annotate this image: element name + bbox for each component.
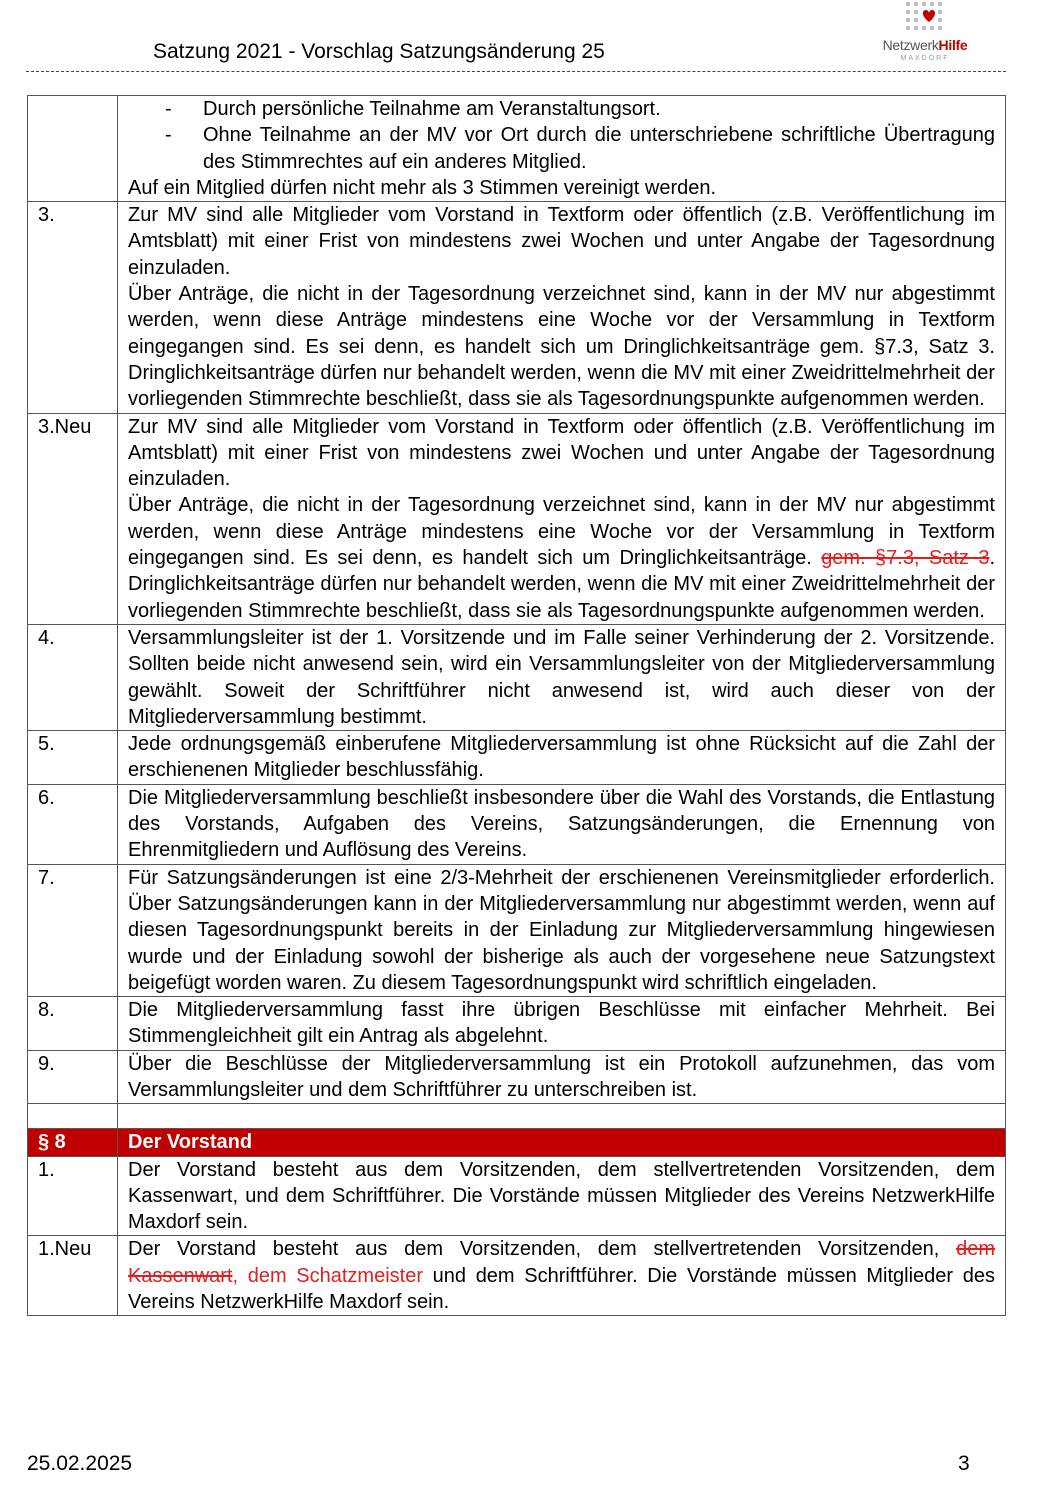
- row-text: - Durch persönliche Teilnahme am Veranstaltungsort. - Ohne Teilnahme an der MV vor Ort durch die unterschriebene schriftliche Übertragung des Stimmrechtes auf ein anderes Mitglied. Auf ein Mitglied dürfen nicht mehr als 3 Stimmen vereinigt werden.: [118, 96, 1006, 202]
- table-row: [28, 1050, 1006, 1104]
- page-number: 3: [958, 1452, 970, 1475]
- row-text: Der Vorstand besteht aus dem Vorsitzenden, dem stellvertretenden Vorsitzenden, dem Kassenwart, dem Schatzmeister und dem Schriftführer. Die Vorstände müssen Mitglieder des Vereins NetzwerkHilfe Maxdorf sein.: [118, 1236, 1006, 1316]
- table-row: [28, 731, 1006, 785]
- header-divider: [26, 71, 1006, 72]
- table-row: [28, 624, 1006, 730]
- footer-date: 25.02.2025: [27, 1452, 133, 1475]
- list-item: - Durch persönliche Teilnahme am Veranstaltungsort.: [165, 98, 661, 120]
- row-text: Zur MV sind alle Mitglieder vom Vorstand in Textform oder öffentlich (z.B. Veröffentlichung im Amtsblatt) mit einer Frist von mindestens zwei Wochen und unter Angabe der Tagesordnung einzuladen. Über Anträge, die nicht in der Tagesordnung verzeichnet sind, kann in der MV nur abgestimmt werden, wenn diese Anträge mindestens eine Woche vor der Versammlung in Textform eingegangen sind. Es sei denn, es handelt sich um Dringlichkeitsanträge gem. §7.3, Satz 3. Dringlichkeitsanträge dürfen nur behandelt werden, wenn die MV mit einer Zweidrittelmehrheit der vorliegenden Stimmrechte beschließt, dass sie als Tagesordnungspunkte aufgenommen werden.: [118, 202, 1006, 413]
- row-number: 8.: [28, 997, 118, 1051]
- row-text: Der Vorstand besteht aus dem Vorsitzenden, dem stellvertretenden Vorsitzenden, dem Kassenwart, und dem Schriftführer. Die Vorstände müssen Mitglieder des Vereins NetzwerkHilfe Maxdorf sein.: [118, 1156, 1006, 1236]
- row-number: 1.Neu: [28, 1236, 118, 1316]
- row-number: 6.: [28, 784, 118, 864]
- table-row: [28, 202, 1006, 413]
- table-row: [28, 997, 1006, 1051]
- row-text: Die Mitgliederversammlung fasst ihre übrigen Beschlüsse mit einfacher Mehrheit. Bei Stimmengleichheit gilt ein Antrag als abgelehnt.: [118, 997, 1006, 1051]
- row-number: 5.: [28, 731, 118, 785]
- section-number: § 8: [28, 1129, 118, 1156]
- inserted-text: , dem Schatzmeister: [232, 1264, 423, 1287]
- row-text: Jede ordnungsgemäß einberufene Mitgliederversammlung ist ohne Rücksicht auf die Zahl der erschienenen Mitglieder beschlussfähig.: [118, 731, 1006, 785]
- statute-table: [27, 95, 1006, 1316]
- row-text: Die Mitgliederversammlung beschließt insbesondere über die Wahl des Vorstands, die Entlastung des Vorstands, Aufgaben des Vereins, Satzungsänderungen, die Ernennung von Ehrenmitgliedern und Auflösung des Vereins.: [118, 784, 1006, 864]
- dot-grid-heart-icon: [902, 0, 948, 36]
- logo-wordmark: NetzwerkHilfe: [882, 37, 968, 53]
- section-title: Der Vorstand: [118, 1129, 1006, 1156]
- list-item: - Ohne Teilnahme an der MV vor Ort durch die unterschriebene schriftliche Übertragung des Stimmrechtes auf ein anderes Mitglied.: [165, 124, 995, 173]
- netzwerkhilfe-logo: [880, 0, 970, 68]
- table-row: [28, 1156, 1006, 1236]
- table-row: [28, 1236, 1006, 1316]
- row-text: Zur MV sind alle Mitglieder vom Vorstand in Textform oder öffentlich (z.B. Veröffentlichung im Amtsblatt) mit einer Frist von mindestens zwei Wochen und unter Angabe der Tagesordnung einzuladen. Über Anträge, die nicht in der Tagesordnung verzeichnet sind, kann in der MV nur abgestimmt werden, wenn diese Anträge mindestens eine Woche vor der Versammlung in Textform eingegangen sind. Es sei denn, es handelt sich um Dringlichkeitsanträge. gem. §7.3, Satz 3. Dringlichkeitsanträge dürfen nur behandelt werden, wenn die MV mit einer Zweidrittelmehrheit der vorliegenden Stimmrechte beschließt, dass sie als Tagesordnungspunkte aufgenommen werden.: [118, 413, 1006, 624]
- row-text: Versammlungsleiter ist der 1. Vorsitzende und im Falle seiner Verhinderung der 2. Vorsitzende. Sollten beide nicht anwesend sein, wird ein Versammlungsleiter von der Mitgliederversammlung gewählt. Soweit der Schriftführer nicht anwesend ist, wird auch dieser von der Mitgliederversammlung bestimmt.: [118, 624, 1006, 730]
- row-number: 3.: [28, 202, 118, 413]
- deleted-text: gem. §7.3, Satz 3: [821, 547, 990, 570]
- section-heading-row: [28, 1129, 1006, 1156]
- empty-row: [28, 1104, 1006, 1129]
- table-row: [28, 784, 1006, 864]
- table-row: [28, 96, 1006, 202]
- row-number: 1.: [28, 1156, 118, 1236]
- row-number: 7.: [28, 864, 118, 996]
- row-number: 4.: [28, 624, 118, 730]
- row-number: 9.: [28, 1050, 118, 1104]
- table-row: [28, 413, 1006, 624]
- deleted-text: dem Kassenwart: [128, 1238, 995, 1287]
- row-number: [28, 96, 118, 202]
- row-text: Für Satzungsänderungen ist eine 2/3-Mehrheit der erschienenen Vereinsmitglieder erforderlich. Über Satzungsänderungen kann in der Mitgliederversammlung nur abgestimmt werden, wenn auf diesen Tagesordnungspunkt bereits in der Einladung zur Mitgliederversammlung hingewiesen wurde und der Einladung sowohl der bisherige als auch der vorgesehene neue Satzungstext beigefügt worden waren. Zu diesem Tagesordnungspunkt wird schriftlich eingeladen.: [118, 864, 1006, 996]
- logo-subtitle: MAXDORF: [900, 55, 950, 62]
- row-number: 3.Neu: [28, 413, 118, 624]
- page-header-title: Satzung 2021 - Vorschlag Satzungsänderung 25: [153, 40, 605, 63]
- table-row: [28, 864, 1006, 996]
- row-text: Über die Beschlüsse der Mitgliederversammlung ist ein Protokoll aufzunehmen, das vom Versammlungsleiter und dem Schriftführer zu unterschreiben ist.: [118, 1050, 1006, 1104]
